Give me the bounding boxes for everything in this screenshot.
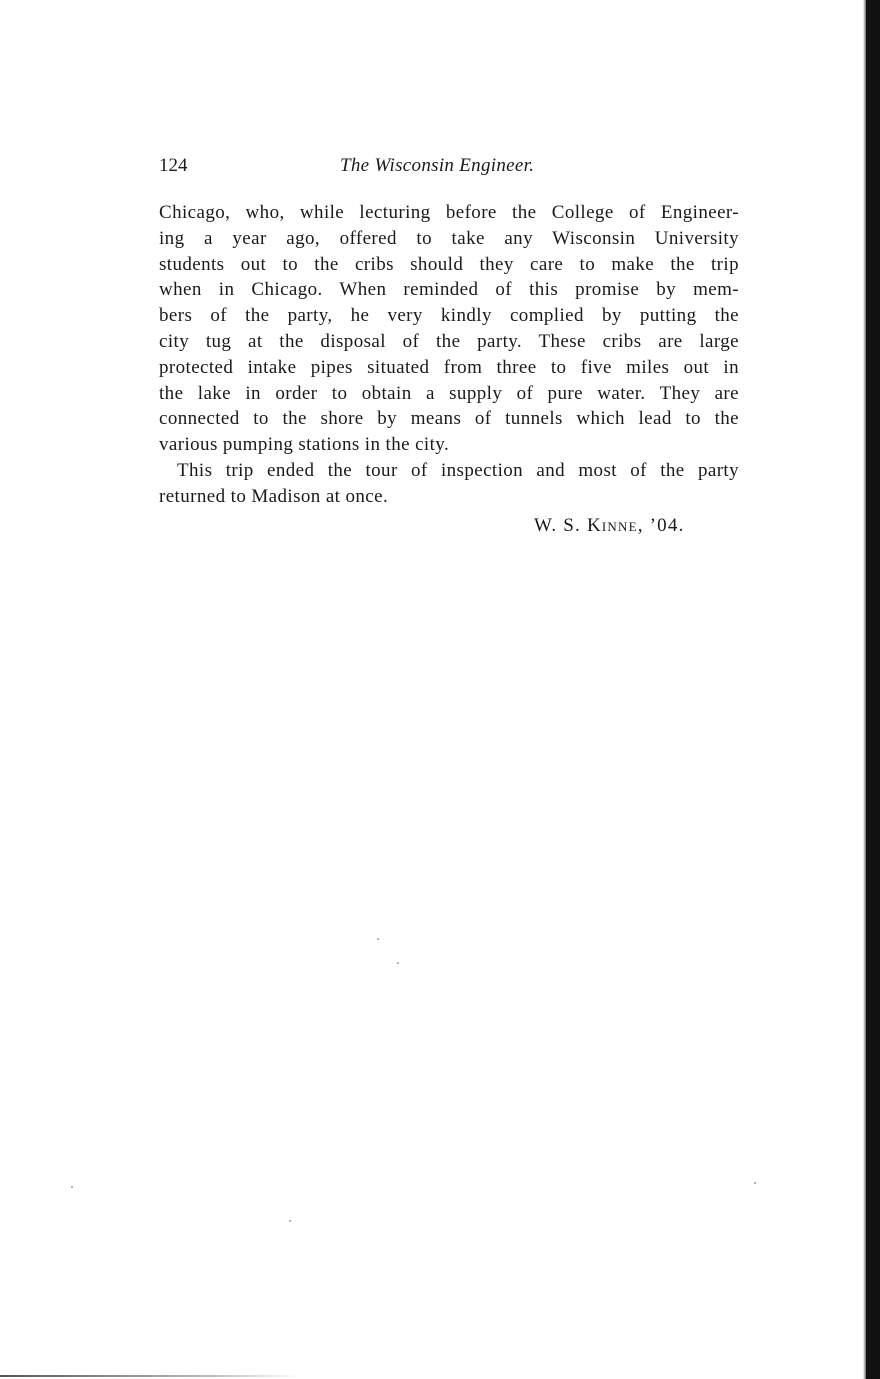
paragraph-2 (159, 458, 739, 510)
author-surname: Kinne, (586, 515, 644, 536)
article-body (159, 200, 739, 510)
text-line: returned to Madison at once. (159, 485, 389, 507)
page-number: 124 (159, 155, 188, 176)
text-line: ing a year ago, offered to take any Wisconsin University (159, 227, 739, 249)
author-signature (534, 515, 685, 537)
text-line: students out to the cribs should they care to make the trip (159, 253, 739, 275)
text-line: connected to the shore by means of tunnels which lead to the (159, 408, 739, 430)
paper-speck (289, 1220, 291, 1222)
paper-speck (397, 962, 399, 964)
text-line: Chicago, who, while lecturing before the College of Engineer- (159, 202, 739, 223)
running-title: The Wisconsin Engineer. (340, 155, 535, 176)
text-line: the lake in order to obtain a supply of pure water. They are (159, 382, 739, 404)
paper-speck (71, 1186, 73, 1188)
text-line: protected intake pipes situated from three to five miles out in (159, 356, 739, 378)
text-line: various pumping stations in the city. (159, 434, 450, 456)
paper-speck (377, 938, 379, 940)
paper-speck (754, 1182, 756, 1184)
text-line: city tug at the disposal of the party. These cribs are large (159, 330, 739, 352)
page-header (159, 155, 739, 181)
author-initials: W. S. (534, 515, 582, 536)
text-line: This trip ended the tour of inspection and most of the party (177, 459, 739, 481)
text-line: when in Chicago. When reminded of this promise by mem- (159, 279, 739, 301)
class-year: ’04. (649, 515, 685, 536)
scan-bottom-edge (0, 1375, 300, 1377)
text-line: bers of the party, he very kindly complied by putting the (159, 305, 739, 327)
paragraph-1 (159, 200, 739, 458)
scan-right-border (866, 0, 880, 1379)
